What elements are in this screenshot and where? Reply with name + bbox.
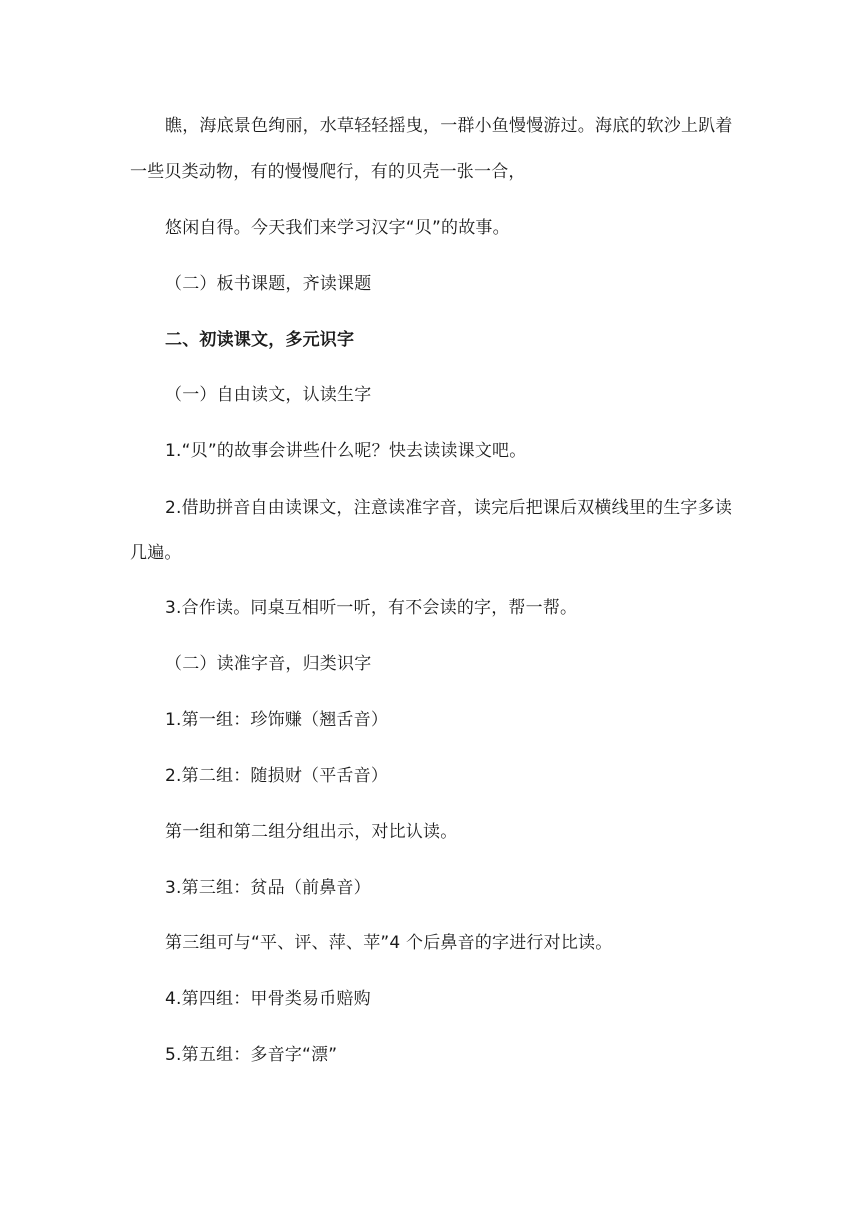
list-item: 5.第五组：多音字“漂” — [165, 1045, 338, 1065]
list-item: 1.第一组：珍饰赚（翘舌音） — [165, 710, 389, 730]
list-item: 4.第四组：甲骨类易币赔购 — [165, 989, 371, 1009]
subsection-heading: （二）板书课题，齐读课题 — [165, 274, 372, 294]
paragraph-line: 一些贝类动物，有的慢慢爬行，有的贝壳一张一合， — [130, 162, 526, 182]
paragraph-line: 瞧，海底景色绚丽，水草轻轻摇曳，一群小鱼慢慢游过。海底的软沙上趴着 — [165, 116, 733, 136]
paragraph-line: 悠闲自得。今天我们来学习汉字“贝”的故事。 — [165, 218, 510, 238]
paragraph-line: 第三组可与“平、评、萍、苹”4 个后鼻音的字进行对比读。 — [165, 933, 613, 953]
list-item: 2.借助拼音自由读课文，注意读准字音，读完后把课后双横线里的生字多读 — [165, 498, 733, 518]
paragraph-line: 几遍。 — [130, 543, 182, 563]
subsection-heading: （一）自由读文，认读生字 — [165, 385, 372, 405]
list-item: 2.第二组：随损财（平舌音） — [165, 766, 389, 786]
section-heading: 二、初读课文，多元识字 — [165, 330, 355, 350]
list-item: 1.“贝”的故事会讲些什么呢？快去读读课文吧。 — [165, 441, 527, 461]
list-item: 3.第三组：贫品（前鼻音） — [165, 878, 371, 898]
list-item: 3.合作读。同桌互相听一听，有不会读的字，帮一帮。 — [165, 598, 578, 618]
subsection-heading: （二）读准字音，归类识字 — [165, 654, 372, 674]
paragraph-line: 第一组和第二组分组出示，对比认读。 — [165, 822, 458, 842]
